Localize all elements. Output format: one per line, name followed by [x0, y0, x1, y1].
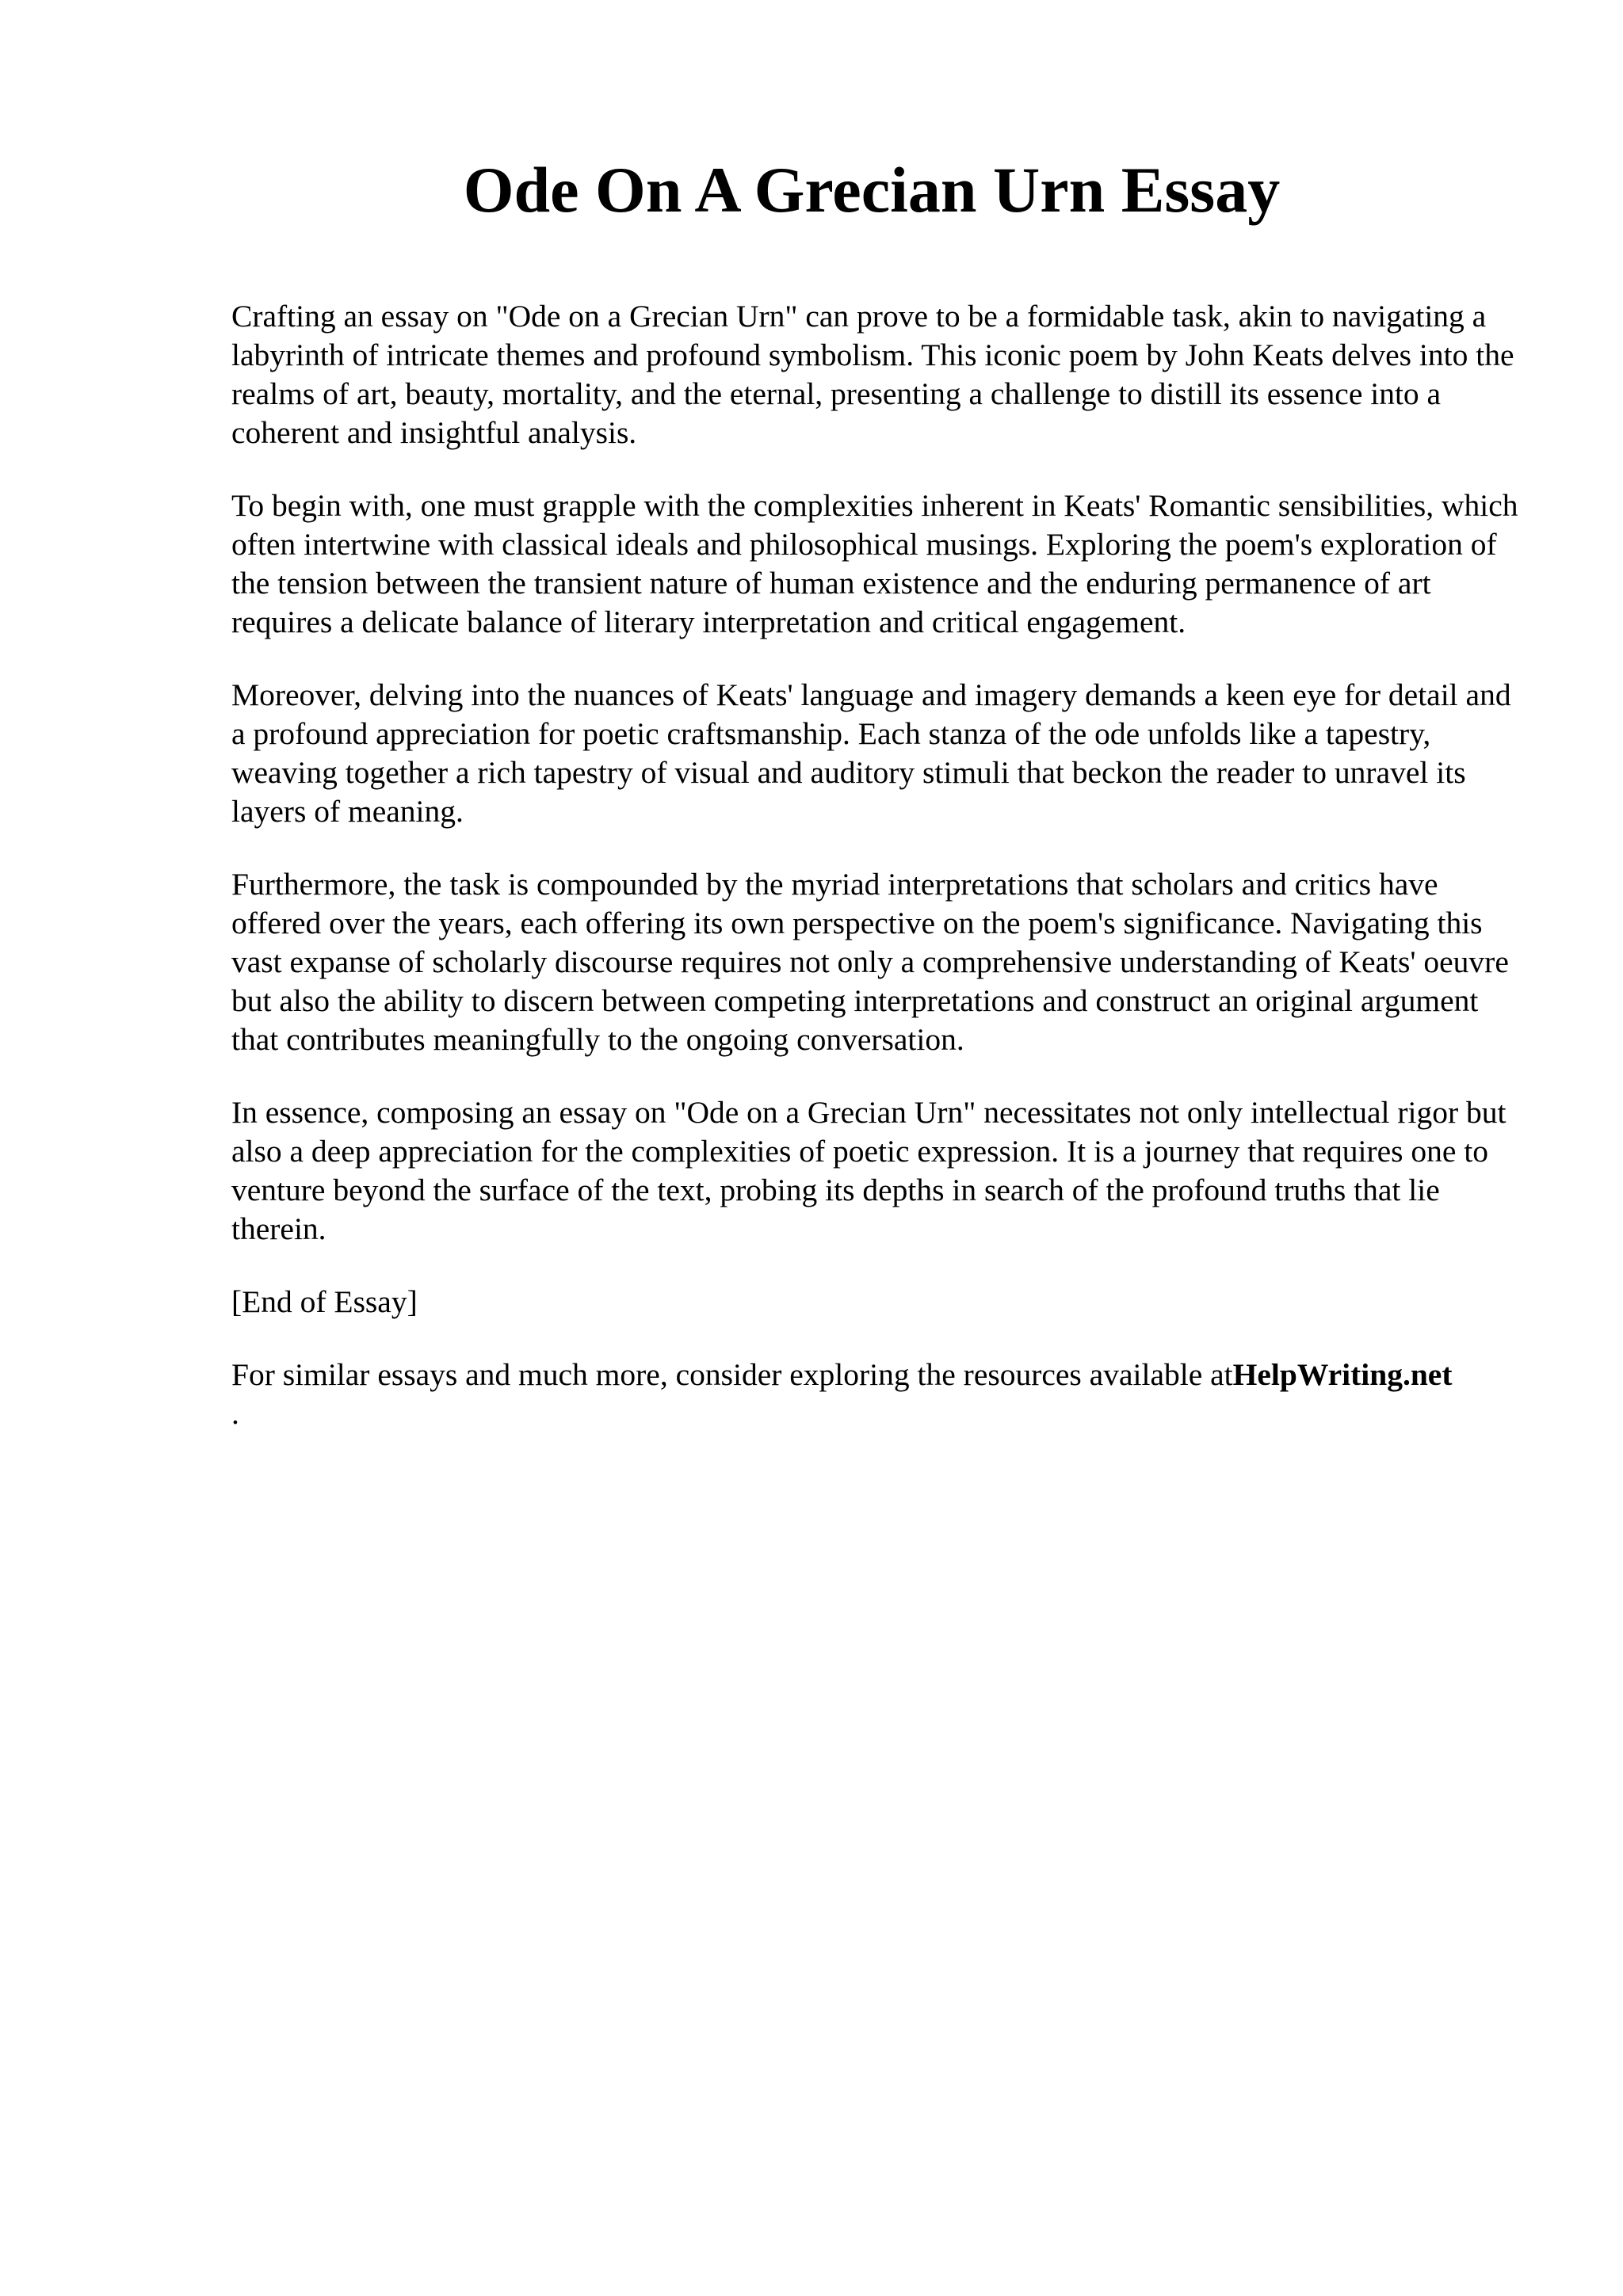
closing-text: For similar essays and much more, consider exploring the resources available at — [231, 1357, 1233, 1392]
paragraph: Moreover, delving into the nuances of Keats' language and imagery demands a keen eye for detail and a profound appreciation for poetic craftsmanship. Each stanza of the ode unfolds like a tapestry, weaving together a rich tapestry of visual and auditory stimuli that beckon the reader to unravel its layers of meaning. — [231, 677, 1511, 829]
essay-body — [231, 297, 1531, 1467]
end-of-essay-marker: [End of Essay] — [231, 1284, 418, 1319]
paragraph: To begin with, one must grapple with the complexities inherent in Keats' Romantic sensibilities, which often intertwine with classical ideals and philosophical musings. Exploring the poem's exploration of the tension between the transient nature of human existence and the enduring permanence of art requires a delicate balance of literary interpretation and critical engagement. — [231, 488, 1518, 639]
closing-trailing: . — [231, 1396, 239, 1431]
page-title: Ode On A Grecian Urn Essay — [463, 154, 1281, 226]
paragraph: In essence, composing an essay on "Ode on a Grecian Urn" necessitates not only intellectual rigor but also a deep appreciation for the complexities of poetic expression. It is a journey that requires one to venture beyond the surface of the text, probing its depths in search of the profound truths that lie therein. — [231, 1095, 1507, 1246]
paragraph: Furthermore, the task is compounded by the myriad interpretations that scholars and critics have offered over the years, each offering its own perspective on the poem's significance. Navigating this vast expanse of scholarly discourse requires not only a comprehensive understanding of Keats' oeuvre but also the ability to discern between competing interpretations and construct an original argument that contributes meaningfully to the ongoing conversation. — [231, 867, 1509, 1057]
helpwriting-link[interactable]: HelpWriting.net — [1232, 1357, 1453, 1392]
closing-paragraph — [231, 1356, 1531, 1433]
paragraph: Crafting an essay on "Ode on a Grecian Urn" can prove to be a formidable task, akin to navigating a labyrinth of intricate themes and profound symbolism. This iconic poem by John Keats delves into the realms of art, beauty, mortality, and the eternal, presenting a challenge to distill its essence into a coherent and insightful analysis. — [231, 299, 1514, 450]
